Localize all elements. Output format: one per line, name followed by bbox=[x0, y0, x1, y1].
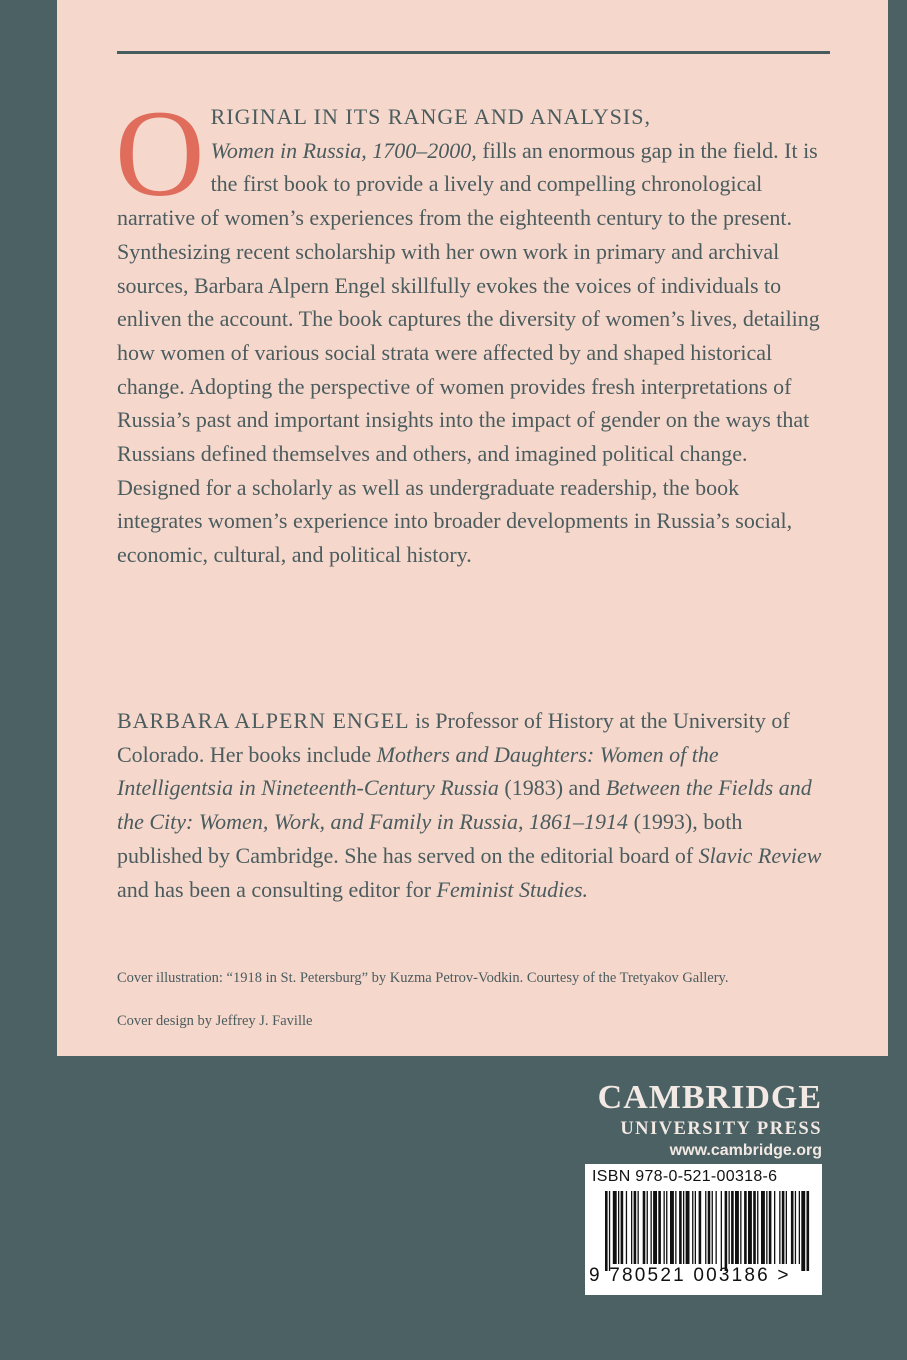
barcode-bar bbox=[695, 1191, 696, 1264]
barcode-bar bbox=[761, 1191, 765, 1264]
blurb-title: Women in Russia, 1700–2000, bbox=[210, 137, 477, 163]
cover-illustration-credit: Cover illustration: “1918 in St. Petersburg” by Kuzma Petrov-Vodkin. Courtesy of the Tretyakov Gallery. bbox=[117, 970, 729, 986]
barcode-bar bbox=[769, 1191, 772, 1264]
isbn-label: ISBN 978-0-521-00318-6 bbox=[592, 1168, 778, 1185]
barcode-bar bbox=[729, 1191, 730, 1264]
blurb-opening: RIGINAL IN ITS RANGE AND ANALYSIS, bbox=[210, 104, 651, 129]
cover-panel bbox=[57, 0, 888, 1056]
barcode-bar bbox=[799, 1191, 800, 1264]
barcode-bar bbox=[634, 1191, 637, 1264]
barcode-bar bbox=[757, 1191, 758, 1264]
barcode-bar bbox=[658, 1191, 661, 1264]
publisher-name: CAMBRIDGE bbox=[597, 1079, 822, 1116]
cover-design-credit: Cover design by Jeffrey J. Faville bbox=[117, 1013, 313, 1029]
drop-cap: O bbox=[115, 85, 205, 222]
barcode-bar bbox=[721, 1191, 722, 1271]
publisher-press: UNIVERSITY PRESS bbox=[620, 1119, 822, 1139]
barcode-bar bbox=[699, 1191, 702, 1264]
barcode-bar bbox=[666, 1191, 667, 1264]
barcode-bar bbox=[683, 1191, 684, 1264]
barcode-bar bbox=[725, 1191, 728, 1271]
bio-journal-1: Slavic Review bbox=[698, 842, 822, 868]
barcode-bar bbox=[626, 1191, 627, 1264]
barcode-bar bbox=[647, 1191, 648, 1264]
barcode-bar bbox=[670, 1191, 674, 1264]
barcode-bar bbox=[731, 1191, 734, 1264]
barcode-bar bbox=[795, 1191, 796, 1264]
bio-text-2: (1983) and bbox=[504, 775, 601, 801]
barcode-bar bbox=[801, 1191, 805, 1271]
barcode-bar bbox=[807, 1191, 810, 1271]
book-blurb bbox=[115, 85, 829, 572]
bio-journal-2: Feminist Studies. bbox=[436, 876, 589, 902]
barcode-bar bbox=[791, 1191, 794, 1264]
barcode-bar bbox=[679, 1191, 682, 1264]
barcode-bar bbox=[779, 1191, 780, 1264]
bio-text-3: (1993), both published by Cambridge. She has served on the editorial board of bbox=[117, 809, 743, 868]
bio-book-2: Between the Fields and the City: Women, Work, and Family in Russia, 1861–1914 bbox=[117, 775, 812, 835]
barcode-bar bbox=[605, 1191, 608, 1271]
barcode-bar bbox=[705, 1191, 706, 1264]
barcode-bar bbox=[609, 1191, 610, 1271]
barcode-bar bbox=[708, 1191, 711, 1264]
barcode bbox=[585, 1164, 822, 1295]
bio-text-1: is Professor of History at the University of Colorado. Her books include bbox=[117, 708, 790, 767]
barcode-bar bbox=[651, 1191, 652, 1264]
barcode-bar bbox=[692, 1191, 693, 1264]
barcode-bar bbox=[664, 1191, 665, 1264]
ean-digits: 9 780521 003186 > bbox=[589, 1265, 791, 1286]
bio-text-4: and has been a consulting editor for bbox=[117, 876, 432, 902]
barcode-bar bbox=[766, 1191, 767, 1264]
barcode-bar bbox=[638, 1191, 639, 1264]
author-bio bbox=[117, 704, 829, 906]
barcode-bar bbox=[686, 1191, 690, 1264]
barcode-bar bbox=[613, 1191, 617, 1264]
bio-book-1: Mothers and Daughters: Women of the Intelligentsia in Nineteenth-Century Russia bbox=[117, 741, 719, 801]
publisher-url: www.cambridge.org bbox=[669, 1142, 822, 1159]
barcode-bar bbox=[735, 1191, 739, 1264]
barcode-bar bbox=[774, 1191, 775, 1264]
barcode-bar bbox=[712, 1191, 713, 1264]
barcode-bar bbox=[675, 1191, 676, 1264]
barcode-bar bbox=[653, 1191, 657, 1264]
top-rule bbox=[117, 51, 830, 54]
barcode-bar bbox=[748, 1191, 752, 1264]
barcode-bar bbox=[740, 1191, 741, 1264]
barcode-bar bbox=[753, 1191, 756, 1264]
barcode-bar bbox=[744, 1191, 747, 1264]
author-name: BARBARA ALPERN ENGEL bbox=[117, 708, 410, 733]
barcode-bar bbox=[631, 1191, 632, 1264]
blurb-body: fills an enormous gap in the field. It is the first book to provide a lively and compelling chronological narrative of women’s experiences from the eighteenth century to the present. Synthesizing recent scholarship with her own work in primary and archival sources, Barbara Alpern Engel skillfully evokes the voices of individuals to enliven the account. The book captures the diversity of women’s lives, detailing how women of various social strata were affected by and shaped historical change. Adopting the perspective of women provides fresh interpretations of Russia’s past and important insights into the impact of gender on the ways that Russians defined themselves and others, and imagined political change. Designed for a scholarly as well as undergraduate readership, the book integrates women’s experience into broader developments in Russia’s social, economic, cultural, and political history. bbox=[117, 137, 820, 568]
barcode-bar bbox=[621, 1191, 624, 1264]
barcode-bar bbox=[618, 1191, 619, 1264]
barcode-bar bbox=[716, 1191, 717, 1264]
barcode-bar bbox=[786, 1191, 787, 1264]
publisher-logo bbox=[580, 1078, 822, 1162]
barcode-bar bbox=[782, 1191, 785, 1264]
barcode-bar bbox=[643, 1191, 646, 1264]
